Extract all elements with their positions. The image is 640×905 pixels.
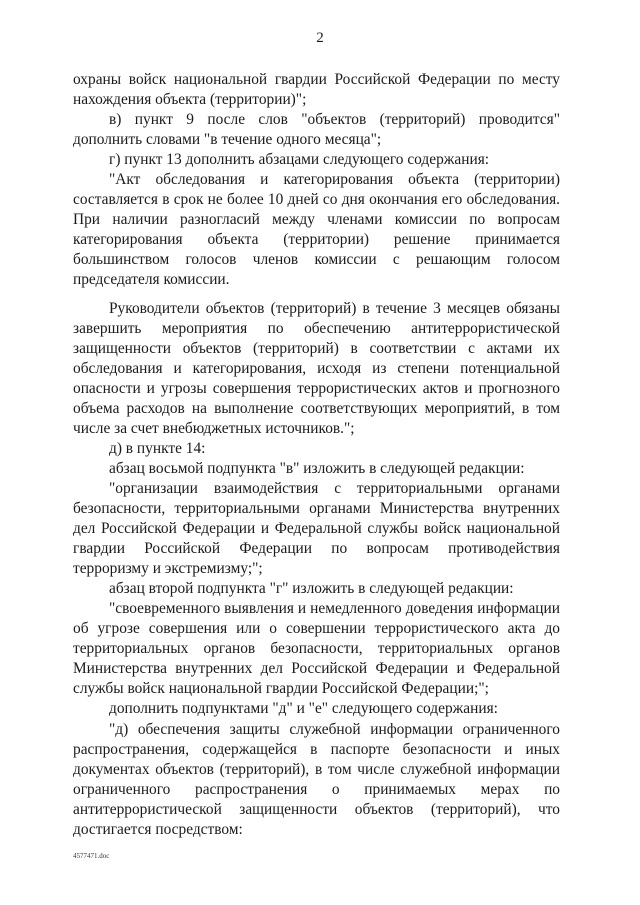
- paragraph-continuation: охраны войск национальной гвардии Российской Федерации по месту нахождения объекта (территории)";: [73, 71, 560, 109]
- paragraph-subitem-d-protection: "д) обеспечения защиты служебной информации ограниченного распространения, содержащейся в паспорте безопасности и иных документах объектов (территорий), в том числе служебной информации ограниченного распространения о принимаемых мерах по антитеррористической защищенности объектов (территорий), что достигается посредством:: [73, 720, 560, 838]
- paragraph-add-subitems: дополнить подпунктами "д" и "е" следующего содержания:: [109, 700, 498, 718]
- paragraph-second-paragraph-g: абзац второй подпункта "г" изложить в следующей редакции:: [109, 580, 514, 598]
- paragraph-item-g: г) пункт 13 дополнить абзацами следующего содержания:: [109, 151, 490, 169]
- page-number: 2: [316, 30, 324, 46]
- paragraph-item-v: в) пункт 9 после слов "объектов (территорий) проводится" дополнить словами "в течение одного месяца";: [73, 111, 560, 149]
- paragraph-eighth-paragraph-v: абзац восьмой подпункта "в" изложить в следующей редакции:: [109, 459, 525, 477]
- paragraph-organization-interaction: "организации взаимодействия с территориальными органами безопасности, территориальными органами Министерства внутренних дел Российской Федерации и Федеральной службы войск национальной гвардии Российской Федерации по вопросам противодействия терроризму и экстремизму;";: [73, 479, 560, 578]
- document-body: [73, 70, 560, 840]
- paragraph-timely-detection: "своевременного выявления и немедленного доведения информации об угрозе совершения или о совершении террористического акта до территориальных органов безопасности, территориальных органов Министерства внутренних дел Российской Федерации и Федеральной службы войск национальной гвардии Российской Федерации;";: [73, 600, 560, 698]
- paragraph-act-inspection: "Акт обследования и категорирования объекта (территории) составляется в срок не более 10 дней со дня окончания его обследования. При наличии разногласий между членами комиссии по вопросам категорирования объекта (территории) решение принимается большинством голосов членов комиссии с решающим голосом председателя комиссии.: [73, 171, 560, 289]
- paragraph-item-d: д) в пункте 14:: [109, 439, 206, 457]
- document-file-code: 4577471.doc: [73, 852, 110, 860]
- paragraph-heads-obligations: Руководители объектов (территорий) в течение 3 месяцев обязаны завершить мероприятия по обеспечению антитеррористической защищенности объектов (территорий) в соответствии с актами их обследования и категорирования, исходя из степени потенциальной опасности и угрозы совершения террористических актов и прогнозного объема расходов на выполнение соответствующих мероприятий, в том числе за счет внебюджетных источников.";: [73, 299, 560, 437]
